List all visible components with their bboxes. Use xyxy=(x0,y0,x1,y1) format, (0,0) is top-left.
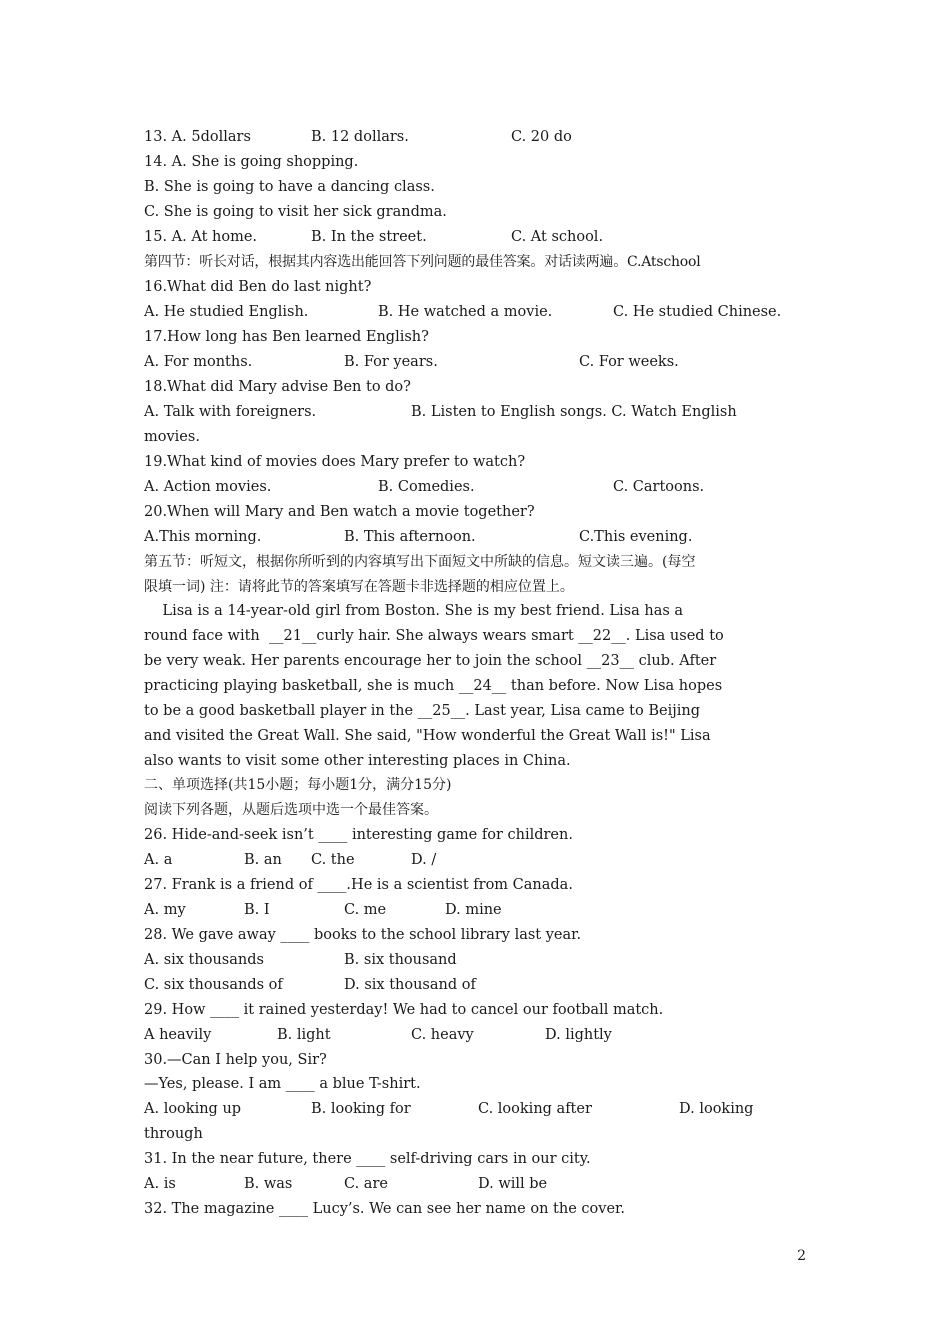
text-line: 14. A. She is going shopping. xyxy=(144,154,359,170)
option-c: C. For weeks. xyxy=(579,354,679,370)
passage-line: Lisa is a 14-year-old girl from Boston. She is my best friend. Lisa has a xyxy=(144,603,684,619)
text-line: A. looking up xyxy=(144,1101,242,1117)
option-b: B. In the street. xyxy=(311,229,427,245)
question: 20.When will Mary and Ben watch a movie together? xyxy=(144,504,535,520)
text-line: A. Action movies. xyxy=(144,479,272,495)
text-line: 15. A. At home. xyxy=(144,229,258,245)
passage-line: round face with __21__curly hair. She always wears smart __22__. Lisa used to xyxy=(144,628,724,644)
question: 32. The magazine ____ Lucy’s. We can see her name on the cover. xyxy=(144,1201,625,1217)
section-note: 阅读下列各题，从题后选项中选一个最佳答案。 xyxy=(144,802,438,818)
passage-line: and visited the Great Wall. She said, "How wonderful the Great Wall is!" Lisa xyxy=(144,728,711,744)
text-line: C. She is going to visit her sick grandma. xyxy=(144,204,447,220)
text-line: —Yes, please. I am ____ a blue T-shirt. xyxy=(144,1076,421,1092)
option-c: C. looking after xyxy=(478,1101,592,1117)
text-line: A. my xyxy=(144,902,186,918)
passage-line: to be a good basketball player in the __25__. Last year, Lisa came to Beijing xyxy=(144,703,700,719)
text-line: A heavily xyxy=(144,1027,212,1043)
text-line: through xyxy=(144,1126,203,1142)
option-b: B. 12 dollars. xyxy=(311,129,409,145)
section-heading: 二、单项选择(共15小题；每小题1分，满分15分) xyxy=(144,777,452,793)
page-number: 2 xyxy=(797,1248,806,1264)
question: 18.What did Mary advise Ben to do? xyxy=(144,379,411,395)
option-d: D. mine xyxy=(445,902,502,918)
option-b: B. Listen to English songs. C. Watch English xyxy=(411,404,737,420)
text-line: A.This morning. xyxy=(144,529,262,545)
passage-line: be very weak. Her parents encourage her to join the school __23__ club. After xyxy=(144,653,717,669)
section-heading: 第五节：听短文，根据你所听到的内容填写出下面短文中所缺的信息。短文读三遍。(每空 xyxy=(144,554,696,570)
question: 28. We gave away ____ books to the school library last year. xyxy=(144,927,582,943)
option-c: C. He studied Chinese. xyxy=(613,304,782,320)
section-heading: 第四节：听长对话，根据其内容选出能回答下列问题的最佳答案。对话读两遍。C.Atschool xyxy=(144,254,701,270)
option-c: C. me xyxy=(344,902,387,918)
option-b: B. an xyxy=(244,852,282,868)
option-c: C. Cartoons. xyxy=(613,479,705,495)
option-d: D. will be xyxy=(478,1176,548,1192)
option-d: D. looking xyxy=(679,1101,754,1117)
text-line: movies. xyxy=(144,429,200,445)
question: 26. Hide-and-seek isn’t ____ interesting game for children. xyxy=(144,827,573,843)
option-c: C.This evening. xyxy=(579,529,693,545)
option-b: B. six thousand xyxy=(344,952,457,968)
option-c: C. heavy xyxy=(411,1027,474,1043)
text-line: A. six thousands xyxy=(144,952,264,968)
text-line: A. For months. xyxy=(144,354,253,370)
text-line: B. She is going to have a dancing class. xyxy=(144,179,435,195)
text-line: A. Talk with foreigners. xyxy=(144,404,317,420)
option-c: C. At school. xyxy=(511,229,604,245)
passage-line: practicing playing basketball, she is much __24__ than before. Now Lisa hopes xyxy=(144,678,723,694)
text-line: A. is xyxy=(144,1176,176,1192)
text-line: C. six thousands of xyxy=(144,977,283,993)
option-d: D. lightly xyxy=(545,1027,612,1043)
option-b: B. light xyxy=(277,1027,331,1043)
question: 27. Frank is a friend of ____.He is a scientist from Canada. xyxy=(144,877,573,893)
option-d: D. six thousand of xyxy=(344,977,476,993)
option-b: B. Comedies. xyxy=(378,479,475,495)
question: 16.What did Ben do last night? xyxy=(144,279,372,295)
text-line: A. a xyxy=(144,852,173,868)
option-c: C. 20 do xyxy=(511,129,572,145)
question: 29. How ____ it rained yesterday! We had to cancel our football match. xyxy=(144,1002,664,1018)
option-b: B. was xyxy=(244,1176,293,1192)
option-c: C. the xyxy=(311,852,355,868)
option-b: B. He watched a movie. xyxy=(378,304,553,320)
option-c: C. are xyxy=(344,1176,388,1192)
passage-line: also wants to visit some other interesting places in China. xyxy=(144,753,571,769)
text-line: 13. A. 5dollars xyxy=(144,129,251,145)
option-b: B. looking for xyxy=(311,1101,411,1117)
section-note: 限填一词) 注：请将此节的答案填写在答题卡非选择题的相应位置上。 xyxy=(144,579,574,595)
option-b: B. This afternoon. xyxy=(344,529,476,545)
text-line: A. He studied English. xyxy=(144,304,309,320)
option-b: B. For years. xyxy=(344,354,438,370)
question: 19.What kind of movies does Mary prefer to watch? xyxy=(144,454,526,470)
option-d: D. / xyxy=(411,852,437,868)
question: 17.How long has Ben learned English? xyxy=(144,329,429,345)
option-b: B. I xyxy=(244,902,270,918)
question: 31. In the near future, there ____ self-driving cars in our city. xyxy=(144,1151,591,1167)
question: 30.—Can I help you, Sir? xyxy=(144,1052,327,1068)
